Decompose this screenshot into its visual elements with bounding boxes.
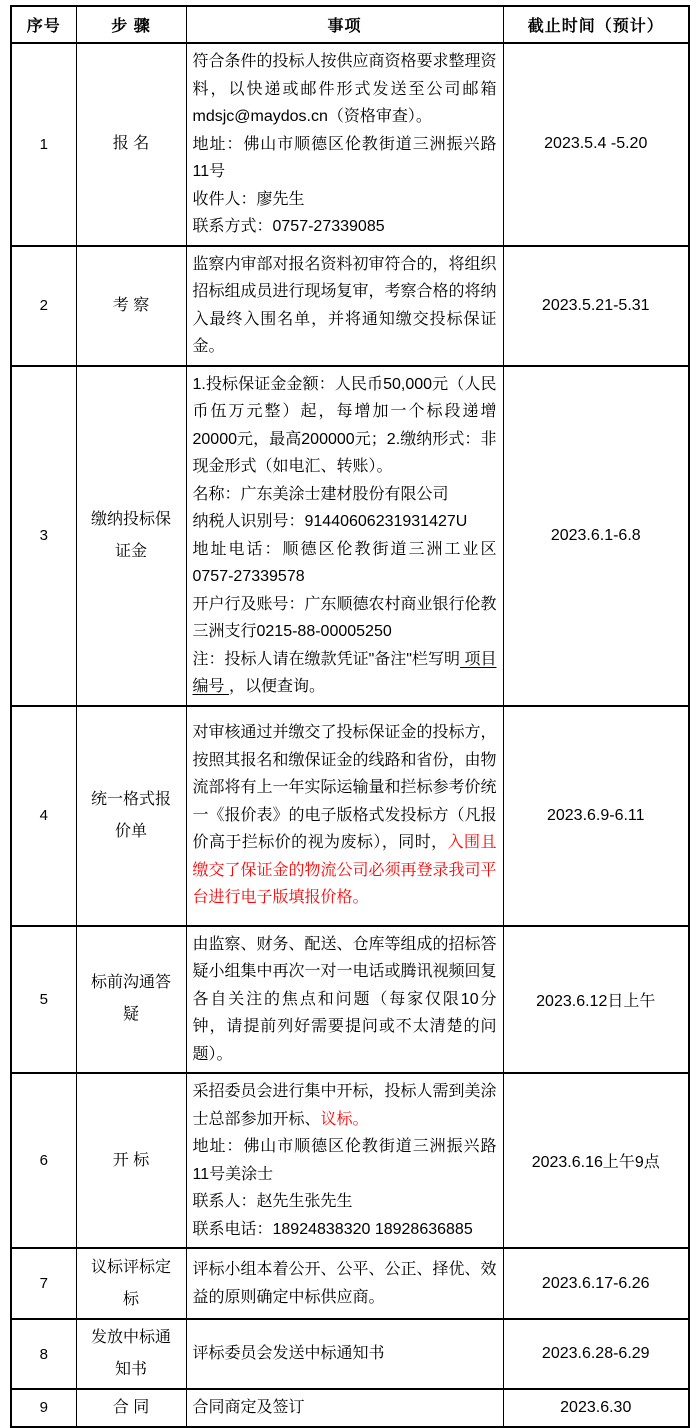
table-row: [11, 246, 689, 366]
matter-cell: [186, 1073, 503, 1248]
matter-cell: [186, 1319, 503, 1389]
matter-text: 地址：佛山市顺德区伦教街道三洲振兴路11号: [192, 135, 497, 180]
matter-cell: [186, 1389, 503, 1427]
table-header: [11, 6, 689, 43]
matter-text: 收件人：廖先生: [192, 190, 305, 208]
matter-paragraph: [193, 48, 497, 131]
step-cell: 开 标: [76, 1073, 186, 1248]
row-number-cell: 1: [11, 43, 76, 246]
matter-paragraph: [193, 719, 497, 912]
matter-text: 符合条件的投标人按供应商资格要求整理资料，以快递或邮件形式发送至公司邮箱mdsjc@maydos.cn（资格审查）。: [192, 53, 497, 125]
matter-paragraph: [193, 131, 497, 186]
matter-cell: [186, 706, 503, 926]
matter-text: 对审核通过并缴交了投标保证金的投标方，按照其报名和缴保证金的线路和省份，由物流部将有上一年实际运输量和拦标参考价统一《报价表》的电子版格式发投标方（凡报价高于拦标价的视为废标），同时，: [192, 724, 497, 852]
matter-paragraph: [193, 213, 497, 241]
deadline-cell: 2023.5.21-5.31: [503, 246, 689, 366]
matter-text: 评标小组本着公开、公平、公正、择优、效益的原则确定中标供应商。: [192, 1261, 497, 1306]
matter-paragraph: [193, 1188, 497, 1216]
table-row: [11, 366, 689, 706]
matter-text: 1.投标保证金金额：人民币50,000元（人民币伍万元整）起，每增加一个标段递增20000元，最高200000元；2.缴纳形式：非现金形式（如电汇、转账）。: [192, 375, 497, 475]
matter-cell: [186, 246, 503, 366]
matter-text: 注：投标人请在缴款凭证"备注"栏写明: [192, 650, 461, 668]
table-row: [11, 1248, 689, 1319]
matter-text: 纳税人识别号：91440606231931427U: [192, 513, 468, 530]
table-row: [11, 1073, 689, 1248]
matter-paragraph: [193, 251, 497, 361]
row-number-cell: 6: [11, 1073, 76, 1248]
row-number-cell: 8: [11, 1319, 76, 1389]
row-number-cell: 4: [11, 706, 76, 926]
step-cell: 议标评标定标: [76, 1248, 186, 1319]
deadline-cell: 2023.5.4 -5.20: [503, 43, 689, 246]
step-cell: 发放中标通知书: [76, 1319, 186, 1389]
row-number-cell: 9: [11, 1389, 76, 1427]
table-row: [11, 1389, 689, 1427]
header-cell-deadline: 截止时间（预计）: [503, 6, 689, 43]
matter-text: 合同商定及签订: [192, 1399, 305, 1416]
table-body: [11, 43, 689, 1427]
matter-paragraph: [193, 646, 497, 701]
matter-text: 开户行及账号：广东顺德农村商业银行伦教三洲支行0215-88-00005250: [192, 595, 497, 640]
table-header-row: [11, 6, 689, 43]
matter-paragraph: [193, 1256, 497, 1311]
table-row: [11, 43, 689, 246]
matter-text: 地址：佛山市顺德区伦教街道三洲振兴路11号美涂士: [192, 1138, 497, 1183]
header-cell-step: 步 骤: [76, 6, 186, 43]
deadline-cell: 2023.6.28-6.29: [503, 1319, 689, 1389]
matter-cell: [186, 43, 503, 246]
matter-text: 评标委员会发送中标通知书: [192, 1345, 385, 1363]
deadline-cell: 2023.6.17-6.26: [503, 1248, 689, 1319]
step-cell: 考 察: [76, 246, 186, 366]
matter-text: 采招委员会进行集中开标，投标人需到美涂士总部参加开标、: [192, 1083, 497, 1128]
underlined-text: 项目编号: [192, 650, 497, 695]
table-row: [11, 926, 689, 1074]
schedule-table: [10, 5, 690, 1428]
matter-text: 名称：广东美涂士建材股份有限公司: [192, 485, 449, 503]
header-cell-matter: 事项: [186, 6, 503, 43]
deadline-cell: 2023.6.16上午9点: [503, 1073, 689, 1248]
header-cell-number: 序号: [11, 6, 76, 43]
step-cell: 合 同: [76, 1389, 186, 1427]
step-cell: 缴纳投标保证金: [76, 366, 186, 706]
matter-paragraph: [193, 1394, 497, 1422]
row-number-cell: 5: [11, 926, 76, 1074]
highlight-red-text: 入围且缴交了保证金的物流公司必须再登录我司平台进行电子版填报价格。: [192, 834, 497, 907]
matter-text: ，以便查询。: [228, 678, 325, 695]
row-number-cell: 3: [11, 366, 76, 706]
matter-text: 地址电话：顺德区伦教街道三洲工业区0757-27339578: [192, 540, 497, 585]
deadline-cell: 2023.6.9-6.11: [503, 706, 689, 926]
matter-cell: [186, 366, 503, 706]
row-number-cell: 7: [11, 1248, 76, 1319]
row-number-cell: 2: [11, 246, 76, 366]
matter-text: 由监察、财务、配送、仓库等组成的招标答疑小组集中再次一对一电话或腾讯视频回复各自关注的焦点和问题（每家仅限10分钟，请提前列好需要提问或不太清楚的问题）。: [192, 935, 497, 1063]
matter-text: 联系方式：0757-27339085: [192, 218, 385, 235]
step-cell: 标前沟通答疑: [76, 926, 186, 1074]
matter-paragraph: [193, 371, 497, 481]
deadline-cell: 2023.6.12日上午: [503, 926, 689, 1074]
matter-paragraph: [193, 931, 497, 1069]
matter-paragraph: [193, 1078, 497, 1133]
step-cell: 报 名: [76, 43, 186, 246]
matter-text: 联系人：赵先生张先生: [192, 1193, 353, 1210]
matter-paragraph: [193, 186, 497, 214]
matter-cell: [186, 1248, 503, 1319]
matter-paragraph: [193, 481, 497, 509]
deadline-cell: 2023.6.30: [503, 1389, 689, 1427]
table-row: [11, 706, 689, 926]
table-row: [11, 1319, 689, 1389]
matter-paragraph: [193, 508, 497, 536]
matter-paragraph: [193, 1216, 497, 1244]
matter-cell: [186, 926, 503, 1074]
matter-paragraph: [193, 536, 497, 591]
matter-text: 联系电话：18924838320 18928636885: [192, 1220, 473, 1238]
highlight-red-text: 议标。: [320, 1110, 369, 1128]
deadline-cell: 2023.6.1-6.8: [503, 366, 689, 706]
matter-text: 监察内审部对报名资料初审符合的，将组织招标组成员进行现场复审，考察合格的将纳入最终入围名单，并将通知缴交投标保证金。: [192, 255, 497, 355]
step-cell: 统一格式报价单: [76, 706, 186, 926]
matter-paragraph: [193, 591, 497, 646]
matter-paragraph: [193, 1340, 497, 1368]
matter-paragraph: [193, 1133, 497, 1188]
